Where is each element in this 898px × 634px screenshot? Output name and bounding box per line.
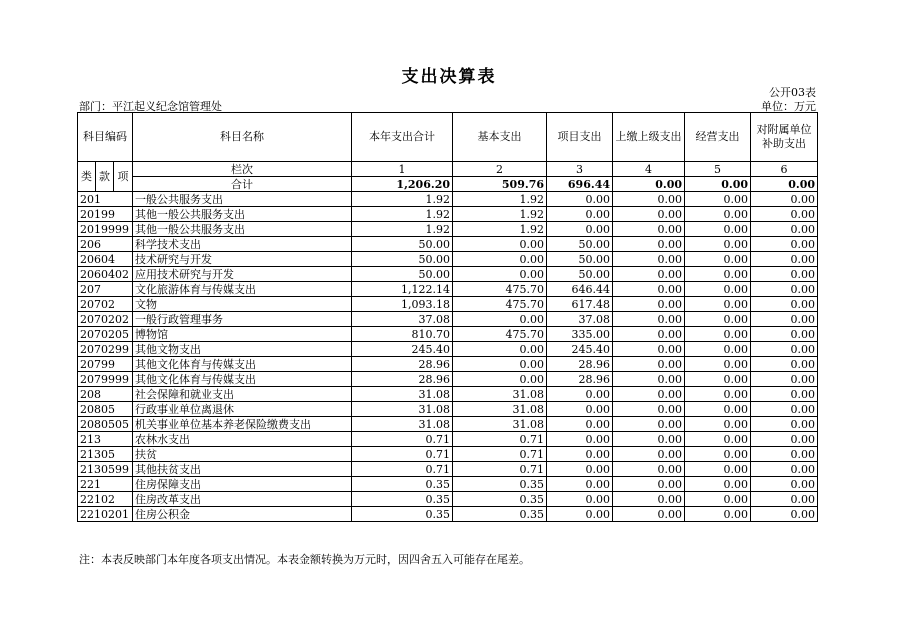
amount-cell: 37.08 xyxy=(352,312,453,327)
amount-cell: 0.00 xyxy=(613,252,685,267)
amount-cell: 0.00 xyxy=(685,447,751,462)
amount-cell: 0.35 xyxy=(352,477,453,492)
amount-cell: 475.70 xyxy=(453,327,547,342)
subject-code: 2070299 xyxy=(78,342,133,357)
amount-cell: 0.00 xyxy=(613,372,685,387)
column-number: 4 xyxy=(613,162,685,177)
amount-cell: 0.00 xyxy=(685,492,751,507)
page-title: 支出决算表 xyxy=(401,67,497,87)
amount-cell: 0.00 xyxy=(751,252,818,267)
table-row xyxy=(78,342,818,357)
amount-cell: 0.00 xyxy=(751,282,818,297)
subject-code: 208 xyxy=(78,387,133,402)
table-row xyxy=(78,432,818,447)
amount-cell: 0.71 xyxy=(453,462,547,477)
amount-cell: 0.00 xyxy=(453,267,547,282)
amount-cell: 0.00 xyxy=(547,507,613,522)
amount-cell: 0.00 xyxy=(613,507,685,522)
amount-cell: 1,093.18 xyxy=(352,297,453,312)
amount-cell: 0.00 xyxy=(547,462,613,477)
subject-name: 科学技术支出 xyxy=(133,237,352,252)
total-row xyxy=(78,177,818,192)
header-kuan: 款 xyxy=(96,162,114,192)
amount-cell: 1.92 xyxy=(352,222,453,237)
table-row xyxy=(78,357,818,372)
amount-cell: 0.00 xyxy=(685,192,751,207)
amount-cell: 0.00 xyxy=(685,222,751,237)
subject-code: 2060402 xyxy=(78,267,133,282)
amount-cell: 0.00 xyxy=(751,192,818,207)
total-value: 1,206.20 xyxy=(352,177,453,192)
subject-code: 20799 xyxy=(78,357,133,372)
amount-cell: 0.00 xyxy=(685,402,751,417)
header-row xyxy=(78,113,818,162)
column-number: 3 xyxy=(547,162,613,177)
amount-cell: 0.00 xyxy=(751,462,818,477)
amount-cell: 0.00 xyxy=(613,282,685,297)
header-upper: 上缴上级支出 xyxy=(613,113,685,162)
expenditure-table xyxy=(77,112,818,522)
amount-cell: 0.00 xyxy=(751,267,818,282)
subject-name: 其他文化体育与传媒支出 xyxy=(133,357,352,372)
amount-cell: 0.00 xyxy=(453,252,547,267)
amount-cell: 0.00 xyxy=(685,462,751,477)
subject-name: 应用技术研究与开发 xyxy=(133,267,352,282)
amount-cell: 0.00 xyxy=(751,372,818,387)
header-project: 项目支出 xyxy=(547,113,613,162)
total-value: 0.00 xyxy=(685,177,751,192)
form-number: 公开03表 xyxy=(769,86,816,99)
amount-cell: 50.00 xyxy=(547,252,613,267)
amount-cell: 1.92 xyxy=(352,192,453,207)
amount-cell: 0.00 xyxy=(453,342,547,357)
amount-cell: 0.00 xyxy=(613,432,685,447)
amount-cell: 0.00 xyxy=(547,417,613,432)
column-number-row xyxy=(78,162,818,177)
department-label: 部门：平江起义纪念馆管理处 xyxy=(79,100,222,113)
amount-cell: 28.96 xyxy=(547,372,613,387)
subject-code: 20702 xyxy=(78,297,133,312)
amount-cell: 0.00 xyxy=(685,417,751,432)
table-row xyxy=(78,477,818,492)
amount-cell: 0.00 xyxy=(613,492,685,507)
amount-cell: 0.00 xyxy=(685,312,751,327)
amount-cell: 0.71 xyxy=(453,447,547,462)
subject-code: 206 xyxy=(78,237,133,252)
amount-cell: 0.00 xyxy=(685,432,751,447)
amount-cell: 0.00 xyxy=(685,372,751,387)
amount-cell: 0.00 xyxy=(751,477,818,492)
amount-cell: 0.00 xyxy=(685,207,751,222)
amount-cell: 0.35 xyxy=(352,507,453,522)
table-row xyxy=(78,387,818,402)
amount-cell: 0.00 xyxy=(613,312,685,327)
table-row xyxy=(78,222,818,237)
amount-cell: 1.92 xyxy=(453,192,547,207)
subject-code: 2210201 xyxy=(78,507,133,522)
amount-cell: 0.00 xyxy=(751,357,818,372)
amount-cell: 0.00 xyxy=(613,297,685,312)
table-row xyxy=(78,237,818,252)
subject-name: 其他扶贫支出 xyxy=(133,462,352,477)
column-number: 1 xyxy=(352,162,453,177)
subject-code: 20199 xyxy=(78,207,133,222)
subject-name: 技术研究与开发 xyxy=(133,252,352,267)
amount-cell: 335.00 xyxy=(547,327,613,342)
amount-cell: 0.00 xyxy=(751,207,818,222)
table-row xyxy=(78,492,818,507)
amount-cell: 0.00 xyxy=(453,237,547,252)
subject-code: 213 xyxy=(78,432,133,447)
amount-cell: 0.00 xyxy=(613,327,685,342)
subject-code: 207 xyxy=(78,282,133,297)
amount-cell: 50.00 xyxy=(352,237,453,252)
amount-cell: 1.92 xyxy=(453,222,547,237)
amount-cell: 37.08 xyxy=(547,312,613,327)
subject-code: 22102 xyxy=(78,492,133,507)
amount-cell: 475.70 xyxy=(453,282,547,297)
amount-cell: 50.00 xyxy=(352,252,453,267)
subject-code: 2130599 xyxy=(78,462,133,477)
amount-cell: 50.00 xyxy=(547,237,613,252)
amount-cell: 810.70 xyxy=(352,327,453,342)
amount-cell: 0.00 xyxy=(685,297,751,312)
header-subject-name: 科目名称 xyxy=(133,113,352,162)
table-row xyxy=(78,327,818,342)
amount-cell: 31.08 xyxy=(453,402,547,417)
subject-name: 住房保障支出 xyxy=(133,477,352,492)
amount-cell: 646.44 xyxy=(547,282,613,297)
amount-cell: 1,122.14 xyxy=(352,282,453,297)
amount-cell: 50.00 xyxy=(352,267,453,282)
column-number: 5 xyxy=(685,162,751,177)
amount-cell: 31.08 xyxy=(453,387,547,402)
subject-code: 221 xyxy=(78,477,133,492)
amount-cell: 31.08 xyxy=(352,402,453,417)
amount-cell: 0.71 xyxy=(453,432,547,447)
amount-cell: 0.00 xyxy=(613,477,685,492)
amount-cell: 0.00 xyxy=(613,237,685,252)
subject-code: 2070205 xyxy=(78,327,133,342)
total-value: 696.44 xyxy=(547,177,613,192)
amount-cell: 31.08 xyxy=(453,417,547,432)
amount-cell: 0.00 xyxy=(547,222,613,237)
subject-name: 住房改革支出 xyxy=(133,492,352,507)
header-subject-code: 科目编码 xyxy=(78,113,133,162)
subject-code: 201 xyxy=(78,192,133,207)
header-business: 经营支出 xyxy=(685,113,751,162)
total-label: 合计 xyxy=(133,177,352,192)
amount-cell: 0.35 xyxy=(453,477,547,492)
amount-cell: 0.71 xyxy=(352,462,453,477)
subject-code: 20805 xyxy=(78,402,133,417)
table-row xyxy=(78,507,818,522)
subject-name: 文化旅游体育与传媒支出 xyxy=(133,282,352,297)
amount-cell: 0.00 xyxy=(453,372,547,387)
table-row xyxy=(78,192,818,207)
total-value: 0.00 xyxy=(751,177,818,192)
amount-cell: 0.00 xyxy=(685,267,751,282)
subject-name: 住房公积金 xyxy=(133,507,352,522)
amount-cell: 0.00 xyxy=(751,492,818,507)
table-row xyxy=(78,267,818,282)
amount-cell: 0.35 xyxy=(453,507,547,522)
amount-cell: 0.00 xyxy=(751,402,818,417)
subject-name: 博物馆 xyxy=(133,327,352,342)
amount-cell: 1.92 xyxy=(352,207,453,222)
column-number: 2 xyxy=(453,162,547,177)
amount-cell: 0.00 xyxy=(613,402,685,417)
amount-cell: 0.00 xyxy=(751,297,818,312)
table-row xyxy=(78,282,818,297)
total-value: 509.76 xyxy=(453,177,547,192)
amount-cell: 0.00 xyxy=(613,447,685,462)
amount-cell: 0.00 xyxy=(547,207,613,222)
table-row xyxy=(78,372,818,387)
header-total: 本年支出合计 xyxy=(352,113,453,162)
subject-name: 机关事业单位基本养老保险缴费支出 xyxy=(133,417,352,432)
amount-cell: 0.00 xyxy=(547,402,613,417)
subject-name: 其他文物支出 xyxy=(133,342,352,357)
table-row xyxy=(78,462,818,477)
amount-cell: 0.00 xyxy=(547,192,613,207)
amount-cell: 31.08 xyxy=(352,387,453,402)
amount-cell: 28.96 xyxy=(352,357,453,372)
amount-cell: 0.00 xyxy=(685,252,751,267)
table-row xyxy=(78,207,818,222)
amount-cell: 245.40 xyxy=(547,342,613,357)
amount-cell: 0.00 xyxy=(685,342,751,357)
amount-cell: 0.00 xyxy=(547,432,613,447)
subject-name: 行政事业单位离退休 xyxy=(133,402,352,417)
subject-name: 其他一般公共服务支出 xyxy=(133,222,352,237)
header-subsidiary: 对附属单位补助支出 xyxy=(751,113,818,162)
amount-cell: 28.96 xyxy=(547,357,613,372)
amount-cell: 1.92 xyxy=(453,207,547,222)
total-value: 0.00 xyxy=(613,177,685,192)
table-row xyxy=(78,417,818,432)
amount-cell: 0.00 xyxy=(613,462,685,477)
amount-cell: 0.00 xyxy=(751,417,818,432)
amount-cell: 0.00 xyxy=(613,417,685,432)
table-row xyxy=(78,297,818,312)
amount-cell: 0.00 xyxy=(685,327,751,342)
amount-cell: 0.00 xyxy=(751,237,818,252)
amount-cell: 0.00 xyxy=(547,387,613,402)
subject-code: 21305 xyxy=(78,447,133,462)
subject-code: 20604 xyxy=(78,252,133,267)
subject-name: 社会保障和就业支出 xyxy=(133,387,352,402)
table-row xyxy=(78,447,818,462)
column-number: 6 xyxy=(751,162,818,177)
amount-cell: 0.71 xyxy=(352,432,453,447)
header-basic: 基本支出 xyxy=(453,113,547,162)
amount-cell: 0.00 xyxy=(613,222,685,237)
amount-cell: 0.00 xyxy=(685,387,751,402)
header-column-order: 栏次 xyxy=(133,162,352,177)
amount-cell: 0.00 xyxy=(613,207,685,222)
amount-cell: 0.00 xyxy=(613,267,685,282)
amount-cell: 0.00 xyxy=(547,447,613,462)
subject-code: 2019999 xyxy=(78,222,133,237)
subject-name: 扶贫 xyxy=(133,447,352,462)
subject-code: 2080505 xyxy=(78,417,133,432)
amount-cell: 0.00 xyxy=(751,447,818,462)
amount-cell: 245.40 xyxy=(352,342,453,357)
subject-name: 其他文化体育与传媒支出 xyxy=(133,372,352,387)
header-xiang: 项 xyxy=(114,162,133,192)
amount-cell: 0.00 xyxy=(751,327,818,342)
amount-cell: 0.00 xyxy=(751,387,818,402)
amount-cell: 31.08 xyxy=(352,417,453,432)
amount-cell: 0.71 xyxy=(352,447,453,462)
amount-cell: 28.96 xyxy=(352,372,453,387)
footnote: 注：本表反映部门本年度各项支出情况。本表金额转换为万元时，因四舍五入可能存在尾差。 xyxy=(79,553,530,566)
subject-name: 一般行政管理事务 xyxy=(133,312,352,327)
amount-cell: 0.00 xyxy=(685,237,751,252)
amount-cell: 0.00 xyxy=(685,357,751,372)
amount-cell: 0.00 xyxy=(751,222,818,237)
amount-cell: 0.35 xyxy=(352,492,453,507)
subject-name: 文物 xyxy=(133,297,352,312)
subject-code: 2070202 xyxy=(78,312,133,327)
unit-label: 单位：万元 xyxy=(761,100,816,113)
amount-cell: 0.00 xyxy=(453,357,547,372)
table-row xyxy=(78,312,818,327)
amount-cell: 0.00 xyxy=(613,387,685,402)
table-row xyxy=(78,402,818,417)
header-lei: 类 xyxy=(78,162,96,192)
amount-cell: 0.00 xyxy=(751,432,818,447)
amount-cell: 50.00 xyxy=(547,267,613,282)
subject-name: 农林水支出 xyxy=(133,432,352,447)
amount-cell: 0.00 xyxy=(685,477,751,492)
amount-cell: 0.00 xyxy=(613,192,685,207)
subject-name: 其他一般公共服务支出 xyxy=(133,207,352,222)
amount-cell: 0.00 xyxy=(685,507,751,522)
amount-cell: 0.00 xyxy=(613,357,685,372)
amount-cell: 0.00 xyxy=(547,492,613,507)
amount-cell: 617.48 xyxy=(547,297,613,312)
subject-name: 一般公共服务支出 xyxy=(133,192,352,207)
amount-cell: 0.00 xyxy=(751,342,818,357)
table-row xyxy=(78,252,818,267)
amount-cell: 0.35 xyxy=(453,492,547,507)
amount-cell: 0.00 xyxy=(685,282,751,297)
amount-cell: 0.00 xyxy=(751,312,818,327)
subject-code: 2079999 xyxy=(78,372,133,387)
amount-cell: 0.00 xyxy=(751,507,818,522)
amount-cell: 0.00 xyxy=(547,477,613,492)
amount-cell: 475.70 xyxy=(453,297,547,312)
amount-cell: 0.00 xyxy=(613,342,685,357)
amount-cell: 0.00 xyxy=(453,312,547,327)
